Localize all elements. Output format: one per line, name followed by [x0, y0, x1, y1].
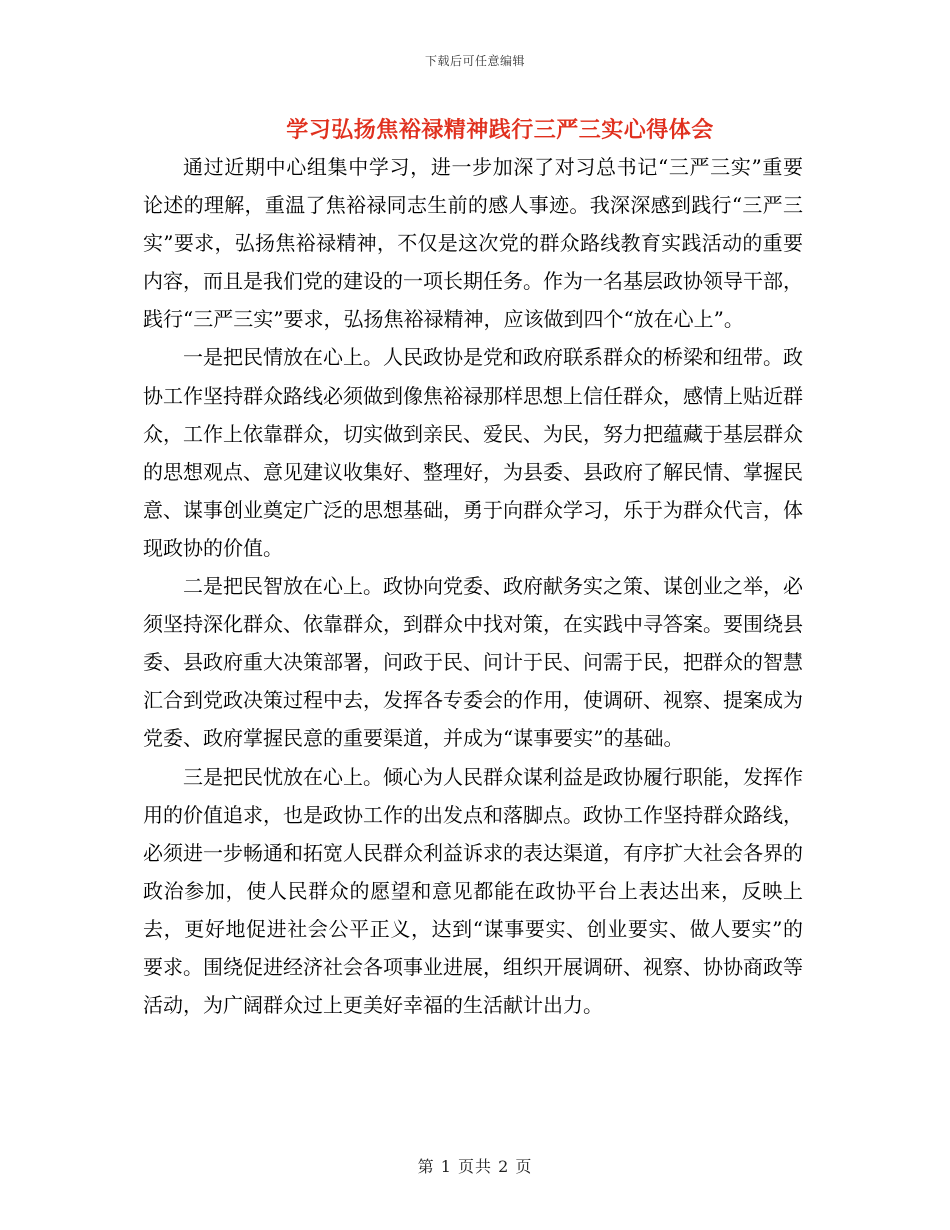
document-title: 学习弘扬焦裕禄精神践行三严三实心得体会 [286, 118, 714, 143]
page-footer-number: 第 1 页共 2 页 [417, 1157, 533, 1176]
page-header-note: 下载后可任意编辑 [424, 54, 525, 68]
paragraph-point-1: 一是把民情放在心上。人民政协是党和政府联系群众的桥梁和纽带。政协工作坚持群众路线必须做到像焦裕禄那样思想上信任群众，感情上贴近群众，工作上依靠群众，切实做到亲民、爱民、为民，努力把蕴藏于基层群众的思想观点、意见建议收集好、整理好，为县委、县政府了解民情、掌握民意、谋事创业奠定广泛的思想基础，勇于向群众学习，乐于为群众代言，体现政协的价值。 [143, 345, 803, 560]
paragraph-point-2: 二是把民智放在心上。政协向党委、政府献务实之策、谋创业之举，必须坚持深化群众、依靠群众，到群众中找对策，在实践中寻答案。要围绕县委、县政府重大决策部署，问政于民、问计于民、问需于民，把群众的智慧汇合到党政决策过程中去，发挥各专委会的作用，使调研、视察、提案成为党委、政府掌握民意的重要渠道，并成为“谋事要实”的基础。 [143, 574, 803, 751]
paragraph-point-3: 三是把民忧放在心上。倾心为人民群众谋利益是政协履行职能，发挥作用的价值追求，也是政协工作的出发点和落脚点。政协工作坚持群众路线，必须进一步畅通和拓宽人民群众利益诉求的表达渠道，有序扩大社会各界的政治参加，使人民群众的愿望和意见都能在政协平台上表达出来，反映上去，更好地促进社会公平正义，达到“谋事要实、创业要实、做人要实”的要求。围绕促进经济社会各项事业进展，组织开展调研、视察、协协商政等活动，为广阔群众过上更美好幸福的生活献计出力。 [143, 764, 803, 1018]
paragraph-intro: 通过近期中心组集中学习，进一步加深了对习总书记“三严三实”重要论述的理解，重温了焦裕禄同志生前的感人事迹。我深深感到践行“三严三实”要求，弘扬焦裕禄精神，不仅是这次党的群众路线教育实践活动的重要内容，而且是我们党的建设的一项长期任务。作为一名基层政协领导干部，践行“三严三实”要求，弘扬焦裕禄精神，应该做到四个“放在心上”。 [143, 155, 803, 332]
document-body [143, 148, 803, 1024]
